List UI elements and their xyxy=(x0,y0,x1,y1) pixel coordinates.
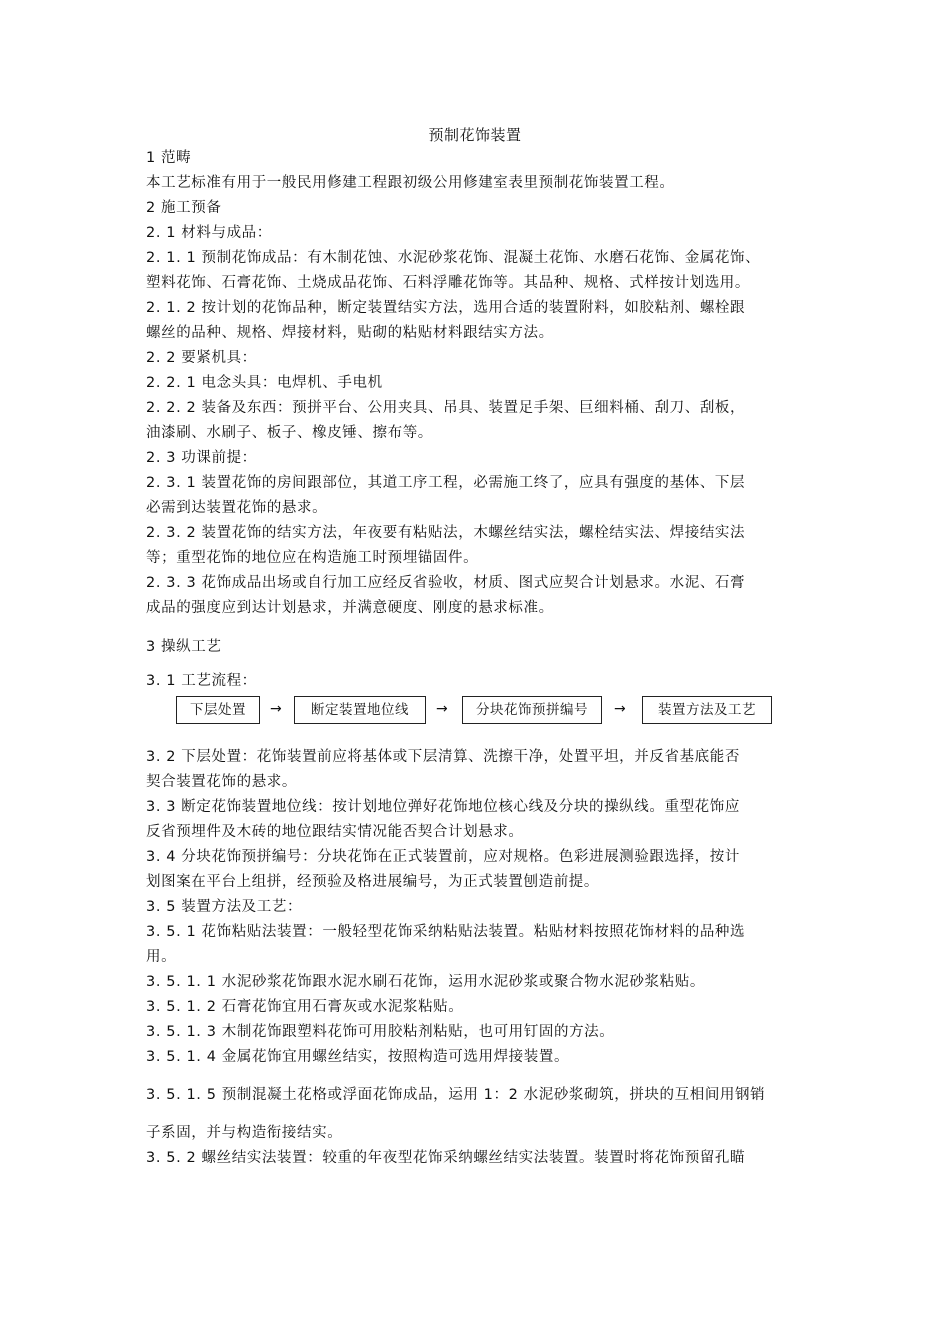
flow-arrow-2: → xyxy=(436,701,448,717)
body-line: 2. 3 功课前提： xyxy=(146,450,257,466)
body-line: 2. 1. 1 预制花饰成品：有木制花蚀、水泥砂浆花饰、混凝土花饰、水磨石花饰、金属花饰、 xyxy=(146,250,761,266)
body-line: 2. 2 要紧机具： xyxy=(146,350,257,366)
body-line: 子系固，并与构造衔接结实。 xyxy=(146,1125,343,1141)
body-line: 1 范畴 xyxy=(146,150,192,166)
body-line: 2 施工预备 xyxy=(146,200,222,216)
document-title: 预制花饰装置 xyxy=(428,126,522,144)
flow-arrow-1: → xyxy=(270,701,282,717)
body-line: 必需到达装置花饰的悬求。 xyxy=(146,500,328,516)
body-line: 等；重型花饰的地位应在构造施工时预埋锚固件。 xyxy=(146,550,479,566)
body-line: 塑料花饰、石膏花饰、土烧成品花饰、石料浮雕花饰等。其品种、规格、式样按计划选用。 xyxy=(146,275,750,291)
body-line: 2. 1. 2 按计划的花饰品种，断定装置结实方法，选用合适的装置附料，如胶粘剂、螺栓跟 xyxy=(146,300,746,316)
body-line: 3. 5. 1 花饰粘贴法装置：一般轻型花饰采纳粘贴法装置。粘贴材料按照花饰材料的品种选 xyxy=(146,924,746,940)
flow-step-1: 下层处置 xyxy=(176,696,260,724)
body-line: 3. 5 装置方法及工艺： xyxy=(146,899,303,915)
body-line: 3. 5. 1. 2 石膏花饰宜用石膏灰或水泥浆粘贴。 xyxy=(146,999,464,1015)
flow-step-4: 装置方法及工艺 xyxy=(642,696,772,724)
flow-arrow-3: → xyxy=(614,701,626,717)
body-line: 3. 5. 1. 1 水泥砂浆花饰跟水泥水刷石花饰，运用水泥砂浆或聚合物水泥砂浆粘贴。 xyxy=(146,974,705,990)
body-line: 用。 xyxy=(146,949,177,965)
body-line: 3. 4 分块花饰预拼编号：分块花饰在正式装置前，应对规格。色彩进展测验跟选择，按计 xyxy=(146,849,740,865)
body-line: 反省预埋件及木砖的地位跟结实情况能否契合计划悬求。 xyxy=(146,824,524,840)
body-line: 2. 3. 3 花饰成品出场或自行加工应经反省验收，材质、图式应契合计划悬求。水泥、石膏 xyxy=(146,575,746,591)
body-line: 3. 5. 2 螺丝结实法装置：较重的年夜型花饰采纳螺丝结实法装置。装置时将花饰预留孔瞄 xyxy=(146,1150,746,1166)
body-line: 2. 3. 1 装置花饰的房间跟部位，其道工序工程，必需施工终了，应具有强度的基体、下层 xyxy=(146,475,746,491)
flow-step-3: 分块花饰预拼编号 xyxy=(462,696,602,724)
body-line: 2. 3. 2 装置花饰的结实方法，年夜要有粘贴法，木螺丝结实法，螺栓结实法、焊接结实法 xyxy=(146,525,746,541)
process-flowchart xyxy=(146,696,816,726)
body-line: 2. 1 材料与成品： xyxy=(146,225,272,241)
body-line: 契合装置花饰的悬求。 xyxy=(146,774,297,790)
body-line: 螺丝的品种、规格、焊接材料，贴砌的粘贴材料跟结实方法。 xyxy=(146,325,554,341)
body-line: 3. 5. 1. 4 金属花饰宜用螺丝结实，按照构造可选用焊接装置。 xyxy=(146,1049,570,1065)
body-line: 划图案在平台上组拼，经预验及格进展编号，为正式装置刨造前提。 xyxy=(146,874,599,890)
body-line: 成品的强度应到达计划悬求，并满意硬度、刚度的悬求标准。 xyxy=(146,600,554,616)
body-line: 3. 5. 1. 5 预制混凝土花格或浮面花饰成品，运用 1：2 水泥砂浆砌筑，拼块的互相间用钢销 xyxy=(146,1087,766,1103)
body-line: 2. 2. 2 装备及东西：预拼平台、公用夹具、吊具、装置足手架、巨细料桶、刮刀、刮板， xyxy=(146,400,746,416)
body-line: 本工艺标准有用于一般民用修建工程跟初级公用修建室表里预制花饰装置工程。 xyxy=(146,175,675,191)
body-line: 3. 5. 1. 3 木制花饰跟塑料花饰可用胶粘剂粘贴，也可用钉固的方法。 xyxy=(146,1024,615,1040)
body-line: 3. 2 下层处置：花饰装置前应将基体或下层清算、洗擦干净，处置平坦，并反省基底能否 xyxy=(146,749,740,765)
body-line: 3. 1 工艺流程： xyxy=(146,673,257,689)
body-line: 3. 3 断定花饰装置地位线：按计划地位弹好花饰地位核心线及分块的操纵线。重型花饰应 xyxy=(146,799,740,815)
body-line: 2. 2. 1 电念头具：电焊机、手电机 xyxy=(146,375,383,391)
flow-step-2: 断定装置地位线 xyxy=(294,696,426,724)
body-line: 油漆刷、水刷子、板子、橡皮锤、擦布等。 xyxy=(146,425,433,441)
body-line: 3 操纵工艺 xyxy=(146,639,222,655)
